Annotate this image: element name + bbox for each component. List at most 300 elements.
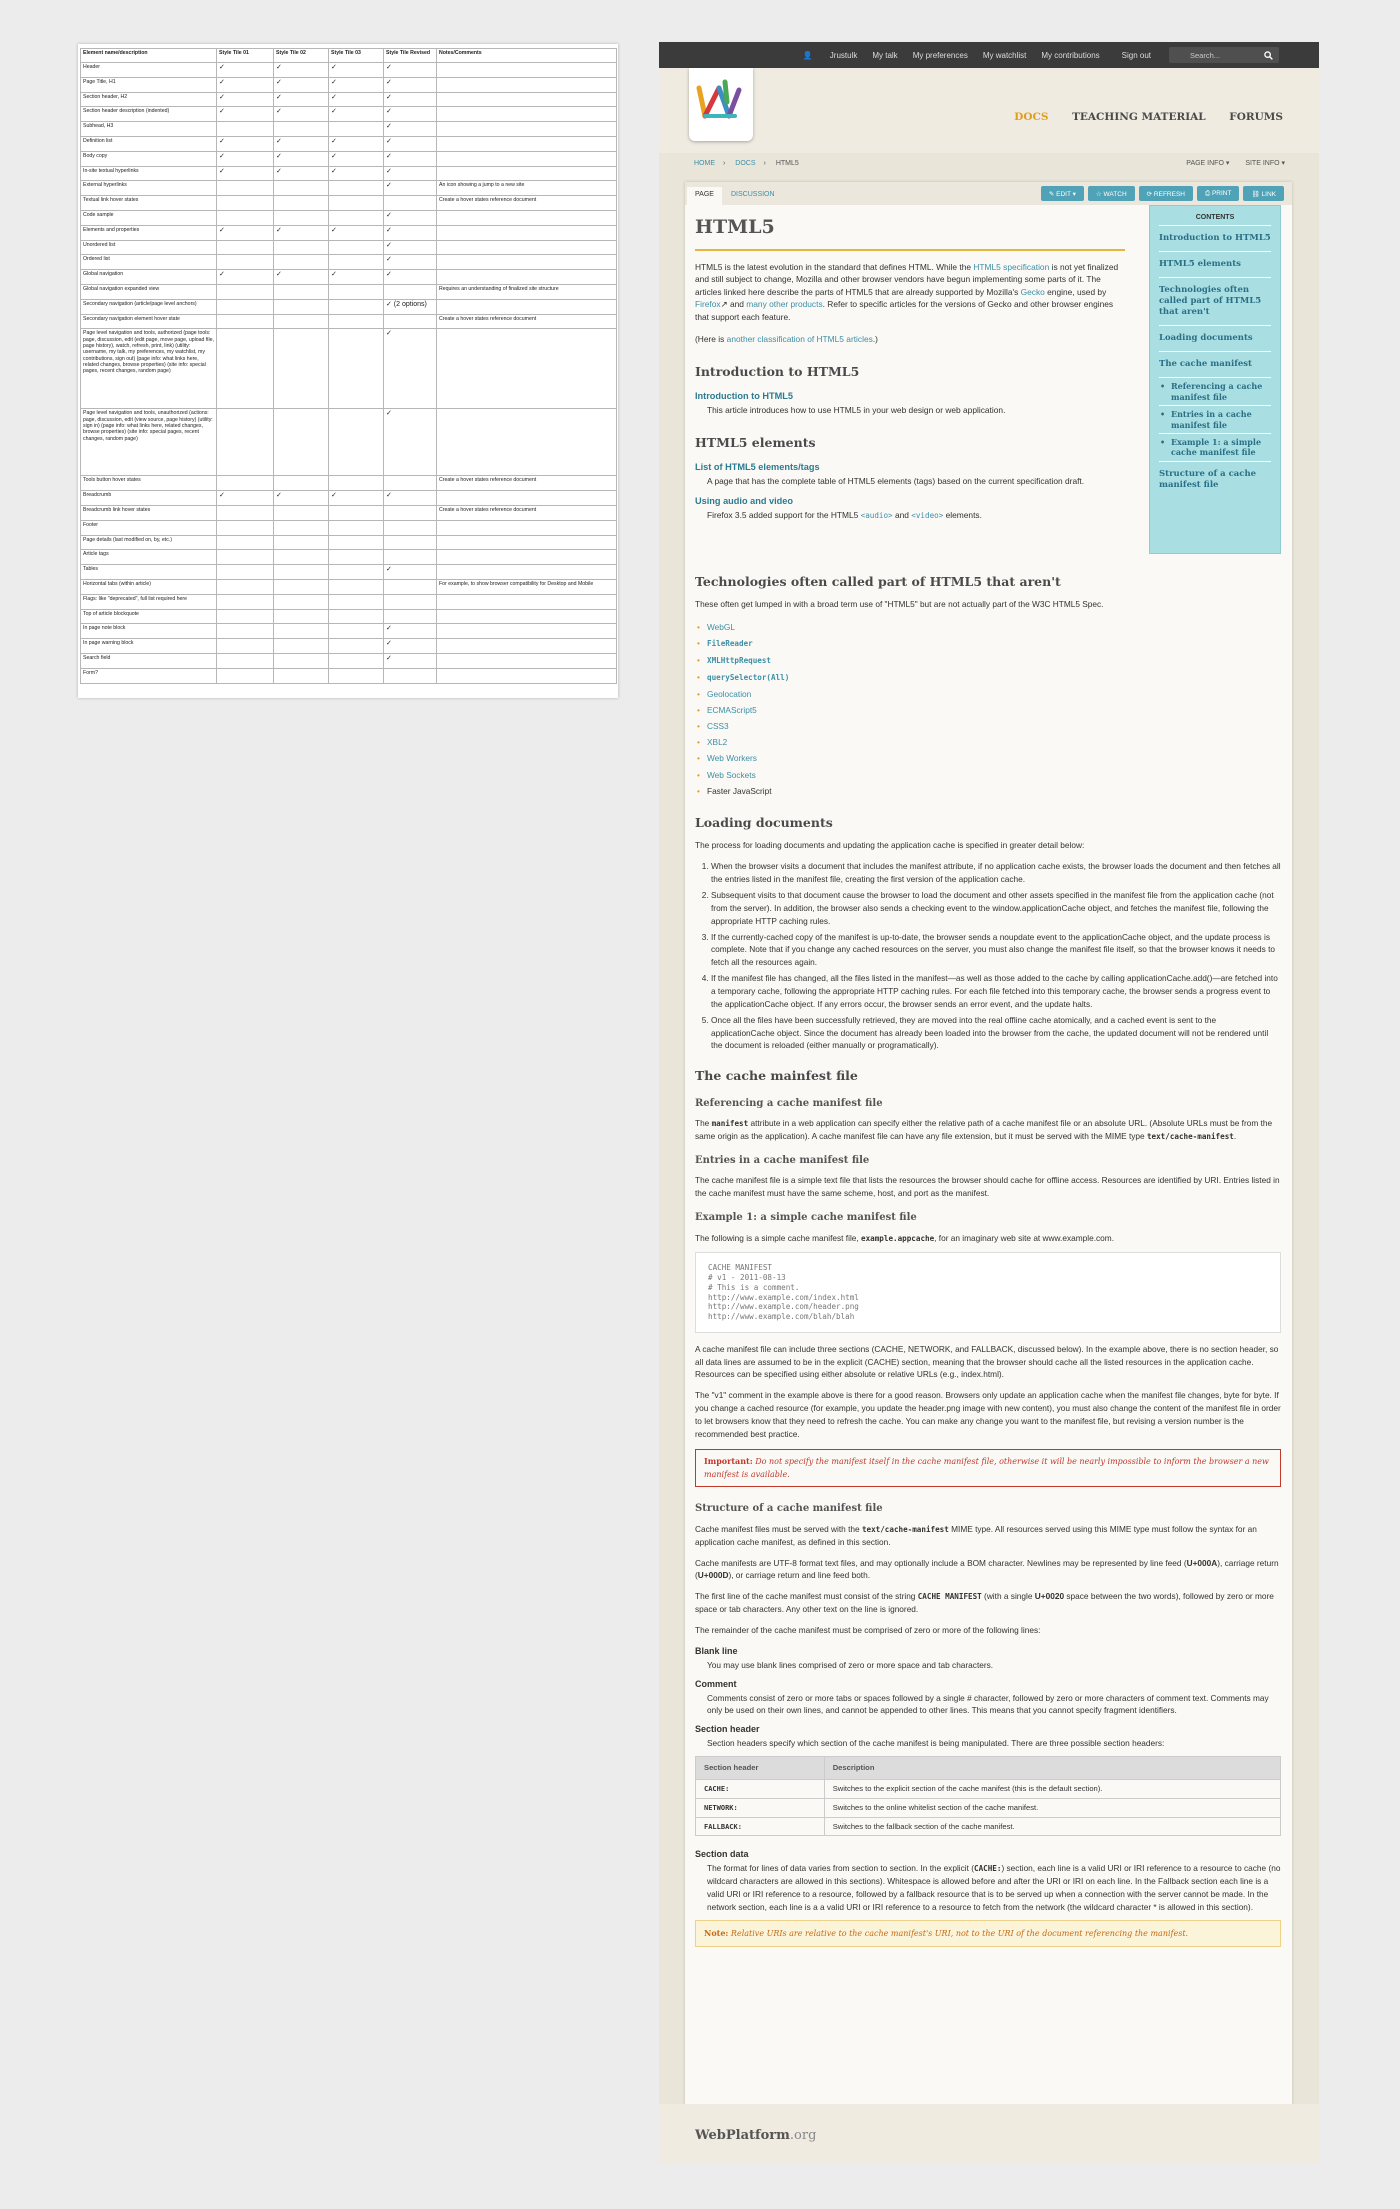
spreadsheet-cell: Horizontal tabs (within article) [81,579,217,594]
spreadsheet-cell [437,299,617,314]
section-heading: Loading documents [695,815,833,830]
my-preferences-link[interactable]: My preferences [912,50,968,60]
spreadsheet-cell [329,409,384,476]
tech-link[interactable]: WebGL [707,622,735,633]
subsection-heading: Entries in a cache manifest file [695,1154,870,1166]
spreadsheet-cell: Subhead, H3 [81,122,217,137]
spreadsheet-cell [217,565,274,580]
tech-list-item [695,619,1281,635]
sections-paragraph: A cache manifest file can include three sections (CACHE, NETWORK, and FALLBACK, discussed below). In the example above, there is no section header, so all data lines are assumed to be in the explicit (CACHE) section, meaning that the browser should cache all the listed resources in the application cache. Resources can be specified using either absolute or relative URLs (e.g., index.html). [695,1343,1279,1380]
spreadsheet-cell: In-site textual hyperlinks [81,166,217,181]
spreadsheet-cell: Body copy [81,151,217,166]
tech-link[interactable]: XMLHttpRequest [707,656,772,666]
loading-step: 3. If the currently-cached copy of the manifest is up-to-date, the browser sends a noupdate event to the applicationCache object, and the update process is complete. Note that if you change any cached resources on the server, you must also change the manifest file itself, so that the browser knows it needs to fetch all the resources again. [711,931,1281,970]
elements-link[interactable]: List of HTML5 elements/tags [695,462,820,473]
spreadsheet-cell: Secondary navigation (article/page level anchors) [81,299,217,314]
entries-paragraph: The cache manifest file is a simple text file that lists the resources the browser should cache for offline access. Resources are identified by URI. Entries listed in the cache manifest must have the same scheme, host, and port as the manifest. [695,1175,1280,1199]
page-tools [1037,186,1284,201]
spreadsheet-cell: In page warning block [81,639,217,654]
spreadsheet-row [81,255,617,270]
spreadsheet-cell [437,240,617,255]
spreadsheet-column-header: Style Tile Revised [384,49,437,63]
spreadsheet-cell [384,668,437,683]
spreadsheet-cell: Page details (last modified on, by, etc.) [81,535,217,550]
spreadsheet-header-row [81,49,617,63]
table-cell [696,1779,825,1798]
note-block: Note: Relative URIs are relative to the cache manifest's URI, not to the URI of the document referencing the manifest. [695,1920,1281,1947]
spreadsheet-row [81,151,617,166]
spreadsheet-cell [217,181,274,196]
search-placeholder: Search... [1190,50,1221,60]
warning-block: Important: Do not specify the manifest itself in the cache manifest file, otherwise it will be nearly impossible to inform the browser a new manifest is available. [695,1449,1281,1488]
nav-teaching-material[interactable]: TEACHING MATERIAL [1072,111,1206,123]
style-tile-spreadsheet [78,44,618,698]
spreadsheet-row [81,579,617,594]
spreadsheet-cell [217,639,274,654]
spreadsheet-cell: Top of article blockquote [81,609,217,624]
spreadsheet-cell [329,550,384,565]
spreadsheet-cell: Requires an understanding of finalized site structure [437,284,617,299]
spreadsheet-cell [437,409,617,476]
classification-link[interactable]: another classification of HTML5 articles [726,333,873,344]
toc-item[interactable]: Technologies often called part of HTML5 that aren't [1159,278,1271,326]
spreadsheet-table [80,48,617,684]
subsection-heading: Example 1: a simple cache manifest file [695,1212,917,1224]
spreadsheet-cell: Tables [81,565,217,580]
section-header-name: FALLBACK: [704,1822,742,1831]
spreadsheet-cell [329,594,384,609]
spreadsheet-cell: ✓ [217,491,274,506]
other-products-link[interactable]: many other products [746,299,823,310]
edit-button[interactable]: ✎ EDIT ▾ [1041,186,1084,201]
spreadsheet-column-header: Notes/Comments [437,49,617,63]
spreadsheet-cell: Footer [81,520,217,535]
spreadsheet-cell: Create a hover states reference document [437,476,617,491]
spreadsheet-cell [437,594,617,609]
section-heading: The cache mainfest file [695,1068,858,1084]
tech-link[interactable]: CSS3 [707,721,729,732]
spreadsheet-cell: ✓ [384,240,437,255]
spreadsheet-cell: An icon showing a jump to a new site [437,181,617,196]
spreadsheet-cell: ✓ [384,122,437,137]
spreadsheet-cell [384,196,437,211]
webplatform-logo[interactable] [689,68,753,141]
spreadsheet-row [81,668,617,683]
spreadsheet-cell [329,565,384,580]
my-watchlist-link[interactable]: My watchlist [982,50,1027,60]
spreadsheet-row [81,639,617,654]
spreadsheet-cell [217,579,274,594]
definition-description: Section headers specify which section of the cache manifest is being manipulated. There are three possible section headers: [707,1738,1165,1749]
spreadsheet-cell: ✓ [217,225,274,240]
spreadsheet-cell: Tools button hover states [81,476,217,491]
spreadsheet-cell [274,565,329,580]
referencing-paragraph: The manifest attribute in a web application can specify either the relative path of a cache manifest file or an absolute URL. (Absolute URLs must be from the same origin as the application). A cache manifest file can have any file extension, but it must be served with the MIME type text/cache-manifest. [695,1118,1273,1141]
example-filename: example.appcache [861,1233,935,1243]
tech-link[interactable]: Geolocation [707,688,752,699]
tech-list-item [695,767,1281,783]
firefox-link[interactable]: Firefox [695,299,721,310]
spreadsheet-cell: Section header, H2 [81,92,217,107]
breadcrumb-separator: › [723,159,726,167]
spreadsheet-cell [217,550,274,565]
spreadsheet-cell: ✓ [384,77,437,92]
spreadsheet-row [81,284,617,299]
spreadsheet-cell [437,491,617,506]
tab-page[interactable]: PAGE [687,187,722,205]
spreadsheet-cell: Elements and properties [81,225,217,240]
spreadsheet-column-header: Style Tile 01 [217,49,274,63]
tech-list-item [695,652,1281,669]
spreadsheet-cell [217,314,274,329]
spreadsheet-row [81,240,617,255]
spreadsheet-cell [437,107,617,122]
brand-header [659,68,1319,153]
tech-list-item [695,635,1281,652]
spreadsheet-cell [329,299,384,314]
spreadsheet-cell: ✓ [274,77,329,92]
spreadsheet-cell [329,284,384,299]
audio-tag[interactable]: <audio> [860,511,893,521]
spreadsheet-cell [437,225,617,240]
spreadsheet-cell: ✓ [384,92,437,107]
spreadsheet-cell [384,284,437,299]
spreadsheet-cell [437,136,617,151]
tech-link[interactable]: querySelector(All) [707,673,790,682]
toc-item[interactable]: HTML5 elements [1159,252,1271,278]
spreadsheet-row [81,122,617,137]
spreadsheet-cell [274,314,329,329]
spreadsheet-cell [329,196,384,211]
refresh-button[interactable]: ⟳ REFRESH [1139,186,1193,201]
spreadsheet-cell [274,668,329,683]
spreadsheet-cell: ✓ [274,166,329,181]
spreadsheet-cell [329,505,384,520]
audio-video-description: Firefox 3.5 added support for the HTML5 <audio> and <video> elements. [707,510,982,521]
spreadsheet-cell: ✓ [384,166,437,181]
breadcrumb-docs[interactable]: DOCS [735,159,756,167]
spreadsheet-cell: ✓ [384,491,437,506]
table-header: Description [824,1757,1280,1780]
toc-subitem[interactable]: • Example 1: a simple cache manifest file [1159,434,1271,462]
spreadsheet-cell: ✓ [329,77,384,92]
spreadsheet-cell [274,240,329,255]
tech-list-item [695,783,1281,799]
structure-paragraph: Cache manifests are UTF-8 format text files, and may optionally include a BOM character. Newlines may be represented by line feed (U+000A), carriage return (U+000D), or carriage return and line feed both. [695,1557,1279,1581]
spreadsheet-cell [274,255,329,270]
tech-link[interactable]: FileReader [707,639,753,649]
spreadsheet-cell [384,579,437,594]
article-body [695,558,1281,1947]
logo-icon [689,68,753,141]
spreadsheet-cell [274,329,329,409]
nav-forums[interactable]: FORUMS [1229,111,1283,123]
spreadsheet-cell [329,668,384,683]
spreadsheet-cell [329,639,384,654]
breadcrumb-bar [659,153,1319,173]
spreadsheet-cell [217,624,274,639]
spreadsheet-cell: Form? [81,668,217,683]
spreadsheet-row [81,329,617,409]
structure-paragraph: Cache manifest files must be served with the text/cache-manifest MIME type. All resources served using this MIME type must follow the syntax for an application cache manifest, as defined in this section. [695,1523,1257,1547]
spreadsheet-row [81,270,617,285]
spreadsheet-cell [329,210,384,225]
spreadsheet-cell: ✓ [384,639,437,654]
spreadsheet-cell [217,476,274,491]
page-info-menu[interactable]: PAGE INFO ▾ [1186,160,1230,167]
spreadsheet-cell: ✓ [384,565,437,580]
spreadsheet-cell: ✓ [329,270,384,285]
spreadsheet-cell [329,329,384,409]
spreadsheet-cell: ✓ [329,225,384,240]
spreadsheet-cell: Secondary navigation element hover state [81,314,217,329]
footer-tld: .org [789,2128,817,2143]
spreadsheet-cell: ✓ [384,136,437,151]
spreadsheet-cell [384,550,437,565]
spreadsheet-row [81,77,617,92]
toc-item[interactable]: Introduction to HTML5 [1159,226,1271,252]
spreadsheet-cell: ✓ [384,255,437,270]
footer-brand[interactable]: WebPlatform [695,2128,790,2143]
spreadsheet-cell: ✓ [384,329,437,409]
spreadsheet-cell [274,299,329,314]
link-button[interactable]: ⛓ LINK [1243,186,1284,201]
table-row [696,1779,1281,1798]
my-talk-link[interactable]: My talk [872,50,898,60]
print-button[interactable]: ⎙ PRINT [1197,186,1240,201]
search-input[interactable] [1169,47,1279,63]
toc-subitem[interactable]: • Referencing a cache manifest file [1159,378,1271,406]
spreadsheet-cell: Breadcrumb link hover states [81,505,217,520]
footer [659,2104,1319,2164]
watch-button[interactable]: ☆ WATCH [1088,186,1135,201]
page-tabs [685,182,1292,205]
spreadsheet-cell [329,314,384,329]
spreadsheet-cell: ✓ [329,166,384,181]
spreadsheet-cell [274,624,329,639]
spreadsheet-row [81,314,617,329]
spreadsheet-cell: ✓ [274,225,329,240]
spreadsheet-cell [274,284,329,299]
spreadsheet-row [81,594,617,609]
tech-list-item [695,718,1281,734]
definition-term: Section data [695,1849,749,1860]
toc-item[interactable]: The cache manifest [1159,352,1271,378]
classification-paragraph: (Here is another classification of HTML5 articles.) [695,333,878,344]
external-link-icon: ↗ [720,299,728,310]
spreadsheet-cell [437,210,617,225]
tech-link[interactable]: ECMAScript5 [707,704,757,715]
spreadsheet-cell: ✓ [384,210,437,225]
section-heading: HTML5 elements [695,435,816,451]
spreadsheet-cell: ✓ [217,77,274,92]
spreadsheet-cell: ✓ [274,92,329,107]
spreadsheet-cell: Create a hover states reference document [437,505,617,520]
spreadsheet-cell [329,520,384,535]
table-cell [696,1817,825,1836]
spreadsheet-cell [217,284,274,299]
nav-docs[interactable]: DOCS [1014,111,1049,123]
spreadsheet-cell [274,409,329,476]
spreadsheet-cell: ✓ [217,92,274,107]
spreadsheet-cell [437,151,617,166]
spreadsheet-cell [217,520,274,535]
spreadsheet-cell: Header [81,63,217,78]
spreadsheet-row [81,505,617,520]
spreadsheet-row [81,196,617,211]
spreadsheet-cell [437,653,617,668]
tech-link[interactable]: XBL2 [707,737,728,748]
spreadsheet-cell [217,409,274,476]
spreadsheet-cell [217,535,274,550]
tech-description: These often get lumped in with a broad term use of "HTML5" but are not actually part of the W3C HTML5 Spec. [695,599,1104,610]
section-header-name: NETWORK: [704,1803,738,1812]
site-info-menu[interactable]: SITE INFO ▾ [1245,160,1285,167]
spreadsheet-cell: Page level navigation and tools, unauthorized (actions: page, discussion, edit (view source, page history) (utility: sign in) (page info: what links here, related changes, browse properties) (site info: special pages, recent changes, random page) [81,409,217,476]
article-top [695,205,1125,530]
toc-item[interactable]: Structure of a cache manifest file [1159,468,1257,490]
table-cell: Switches to the explicit section of the cache manifest (this is the default section). [824,1779,1280,1798]
spreadsheet-cell [437,166,617,181]
elements-description: A page that has the complete table of HTML5 elements (tags) based on the current specification draft. [707,475,1085,486]
tech-link[interactable]: Web Sockets [707,769,756,780]
spreadsheet-cell [274,122,329,137]
toc-item[interactable]: Loading documents [1159,326,1271,352]
spreadsheet-cell [274,196,329,211]
spreadsheet-cell [217,240,274,255]
breadcrumb-separator: › [763,159,766,167]
spreadsheet-cell [437,92,617,107]
spreadsheet-row [81,166,617,181]
spreadsheet-cell [274,476,329,491]
main-navigation [994,111,1283,123]
spreadsheet-cell [329,122,384,137]
tech-link: Faster JavaScript [707,785,772,796]
spreadsheet-cell [384,505,437,520]
spreadsheet-cell: Create a hover states reference document [437,196,617,211]
structure-paragraph: The first line of the cache manifest must consist of the string CACHE MANIFEST (with a single U+0020 space between the two words), followed by zero or more space or tab characters. Any other text on the line is ignored. [695,1591,1274,1615]
username-link[interactable]: 👤 Jrustulk [802,50,858,60]
spreadsheet-row [81,520,617,535]
spreadsheet-cell [329,624,384,639]
section-heading: Technologies often called part of HTML5 that aren't [695,574,1061,589]
spreadsheet-cell: Unordered list [81,240,217,255]
spreadsheet-cell [274,639,329,654]
spreadsheet-row [81,409,617,476]
spreadsheet-cell: ✓ [384,270,437,285]
spreadsheet-cell: ✓ [329,136,384,151]
spreadsheet-cell: ✓ [217,63,274,78]
definition-description: Comments consist of zero or more tabs or spaces followed by a single # character, followed by zero or more characters of comment text. Comments may only be used on their own lines, and cannot be appended to other lines. This means that you cannot specify fragment identifiers. [707,1692,1269,1716]
loading-step: 4. If the manifest file has changed, all the files listed in the manifest—as well as those added to the cache by calling applicationCache.add()—are fetched into a temporary cache, following the appropriate HTTP caching rules. For each file fetched into this temporary cache, the browser sends a progress event to the applicationCache object. If any errors occur, the browser sends an error event, and the update halts. [711,972,1281,1011]
spreadsheet-cell: Textual link hover states [81,196,217,211]
breadcrumb-current: HTML5 [775,159,799,167]
spreadsheet-cell: ✓ [217,166,274,181]
table-row [696,1817,1281,1836]
spreadsheet-cell: ✓ [274,491,329,506]
intro-description: This article introduces how to use HTML5 in your web design or web application. [707,404,1006,415]
my-contributions-link[interactable]: My contributions [1041,50,1100,60]
gecko-link[interactable]: Gecko [1020,286,1045,297]
spreadsheet-cell: ✓ [217,270,274,285]
spreadsheet-cell [217,299,274,314]
spreadsheet-cell [274,505,329,520]
spreadsheet-row [81,136,617,151]
spreadsheet-cell: ✓ [384,409,437,476]
spreadsheet-cell [384,535,437,550]
sign-out-link[interactable]: Sign out [1121,50,1151,60]
table-cell [696,1798,825,1817]
code-sample[interactable]: CACHE MANIFEST # v1 - 2011-08-13 # This is a comment. http://www.example.com/index.html http://www.example.com/header.png http://www.example.com/blah/blah [695,1252,1281,1332]
tab-discussion[interactable]: DISCUSSION [731,191,775,198]
html5-spec-link[interactable]: HTML5 specification [973,261,1050,272]
page-title: HTML5 [695,213,1125,251]
spreadsheet-cell: ✓ [329,491,384,506]
audio-video-link[interactable]: Using audio and video [695,496,794,507]
spreadsheet-row [81,92,617,107]
spreadsheet-cell [217,255,274,270]
loading-step: 2. Subsequent visits to that document cause the browser to load the document and other assets specified in the manifest file from the application cache (not from the server). In addition, the browser also sends a checking event to the window.applicationCache object, and fetches the manifest file, following the appropriate HTTP caching rules. [711,889,1281,928]
tech-list-item [695,702,1281,718]
spreadsheet-cell: Code sample [81,210,217,225]
spreadsheet-cell [384,476,437,491]
spreadsheet-cell [437,122,617,137]
tech-list [695,619,1281,799]
definition-description: You may use blank lines comprised of zero or more space and tab characters. [707,1659,994,1670]
spreadsheet-column-header: Element name/description [81,49,217,63]
spreadsheet-cell [329,181,384,196]
spreadsheet-cell [329,240,384,255]
info-menus [1186,159,1285,167]
spreadsheet-cell: ✓ (2 options) [384,299,437,314]
tech-list-item [695,750,1281,766]
manifest-code: manifest [711,1119,749,1129]
video-tag[interactable]: <video> [911,511,944,521]
spreadsheet-cell [329,579,384,594]
spreadsheet-cell: ✓ [274,270,329,285]
spreadsheet-cell: Breadcrumb [81,491,217,506]
spreadsheet-cell: ✓ [384,181,437,196]
section-heading: Introduction to HTML5 [695,364,860,380]
definition-term: Blank line [695,1645,738,1656]
spreadsheet-cell [437,63,617,78]
table-cell: Switches to the online whitelist section of the cache manifest. [824,1798,1280,1817]
spreadsheet-cell: Article tags [81,550,217,565]
intro-link[interactable]: Introduction to HTML5 [695,390,793,401]
spreadsheet-column-header: Style Tile 02 [274,49,329,63]
tech-link[interactable]: Web Workers [707,753,757,764]
v1-paragraph: The "v1" comment in the example above is there for a good reason. Browsers only update an application cache when the manifest file changes, byte for byte. If you change a cached resource (for example, you update the header.png image with new content), you must also change the content of the manifest file in order to let browsers know that they need to refresh the cache. You can make any change you want to the manifest file, but revising a version number is the recommended best practice. [695,1390,1281,1439]
spreadsheet-cell [384,314,437,329]
breadcrumb-home[interactable]: HOME [694,159,715,167]
spreadsheet-cell [217,329,274,409]
spreadsheet-row [81,476,617,491]
spreadsheet-cell: External hyperlinks [81,181,217,196]
spreadsheet-cell [437,550,617,565]
search-icon[interactable] [1264,51,1273,60]
spreadsheet-cell: Global navigation [81,270,217,285]
example-paragraph: The following is a simple cache manifest file, example.appcache, for an imaginary web site at www.example.com. [695,1232,1115,1243]
toc-subitem[interactable]: • Entries in a cache manifest file [1159,406,1271,434]
spreadsheet-cell [437,520,617,535]
spreadsheet-cell: Ordered list [81,255,217,270]
spreadsheet-cell [274,609,329,624]
spreadsheet-cell [384,520,437,535]
spreadsheet-cell: ✓ [274,151,329,166]
table-of-contents [1149,205,1281,554]
spreadsheet-row [81,107,617,122]
spreadsheet-row [81,624,617,639]
